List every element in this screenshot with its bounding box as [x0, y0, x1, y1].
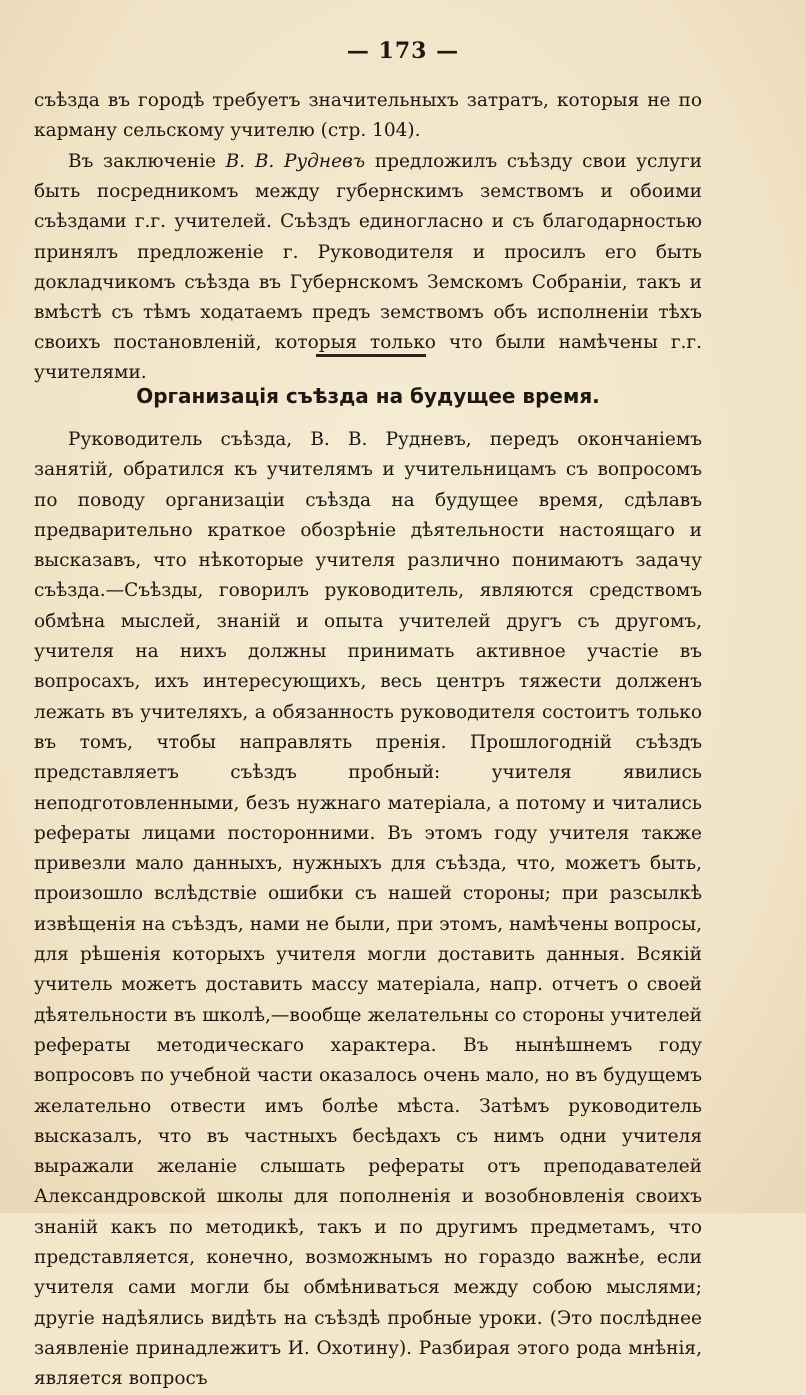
- section-heading: Организація съѣзда на будущее время.: [136, 384, 600, 408]
- paragraph-3-text: Руководитель съѣзда, В. В. Рудневъ, передъ окончаніемъ занятій, обратился къ учителямъ и учительницамъ съ вопросомъ по поводу организаціи съѣзда на будущее время, сдѣлавъ предварительно краткое обозрѣніе дѣятельности настоящаго и высказавъ, что нѣкоторые учителя различно понимаютъ задачу съѣзда.—Съѣзды, говорилъ руководитель, являются средствомъ обмѣна мыслей, знаній и опыта учителей другъ съ другомъ, учителя на нихъ должны принимать активное участіе въ вопросахъ, ихъ интересующихъ, весь центръ тяжести долженъ лежать въ учителяхъ, а обязанность руководителя состоитъ только въ томъ, чтобы направлять пренія. Прошлогодній съѣздъ представляетъ съѣздъ пробный: учителя явились неподготовленными, безъ нужнаго матеріала, а потому и читались рефераты лицами посторонними. Въ этомъ году учителя также привезли мало данныхъ, нужныхъ для съѣзда, что, можетъ быть, произошло вслѣдствіе ошибки съ нашей стороны; при разсылкѣ извѣщенія на съѣздъ, нами не были, при этомъ, намѣчены вопросы, для рѣшенія которыхъ учителя могли доставить данныя. Всякій учитель можетъ доставить массу матеріала, напр. отчетъ о своей дѣятельности въ школѣ,—вообще желательны со стороны учителей рефераты методическаго характера. Въ нынѣшнемъ году вопросовъ по учебной части оказалось очень мало, но въ будущемъ желательно отвести имъ болѣе мѣста. Затѣмъ руководитель высказалъ, что въ частныхъ бесѣдахъ съ нимъ одни учителя выражали желаніе слышать рефераты отъ преподавателей Александровской школы для пополненія и возобновленія своихъ знаній какъ по методикѣ, такъ и по другимъ предметамъ, что представляется, конечно, возможнымъ но гораздо важнѣе, если учителя сами могли бы обмѣниваться между собою мыслями; другіе надѣялись видѣть на съѣздѣ пробные уроки. (Это послѣднее заявленіе принадлежитъ И. Охотину). Разбирая этого рода мнѣнія, является вопросъ: [34, 429, 702, 1390]
- paragraph-2-text: [34, 147, 702, 389]
- paragraph-2-lead: Въ заключеніе: [68, 151, 226, 172]
- section-separator-rule: [316, 354, 426, 357]
- paragraph-2-body: предложилъ съѣзду свои услуги быть посредникомъ между губернскимъ земствомъ и обоими съѣздами г.г. учителей. Съѣздъ единогласно и съ благодарностью принялъ предложеніе г. Руководителя и просилъ его быть докладчикомъ съѣзда въ Губернскомъ Земскомъ Собраніи, такъ и вмѣстѣ съ тѣмъ ходатаемъ предъ земствомъ объ исполненіи тѣхъ своихъ постановленій, которыя только что были намѣчены г.г. учителями.: [34, 151, 702, 384]
- paragraph-2-person-name: В. В. Рудневъ: [225, 151, 366, 172]
- paragraph-1-text: съѣзда въ городѣ требуетъ значительныхъ затратъ, которыя не по карману сельскому учителю (стр. 104).: [34, 90, 702, 142]
- paragraph-3: [34, 425, 702, 1395]
- paragraph-1: [34, 86, 702, 146]
- paragraph-2: [34, 147, 702, 389]
- page-number: — 173 —: [346, 38, 460, 64]
